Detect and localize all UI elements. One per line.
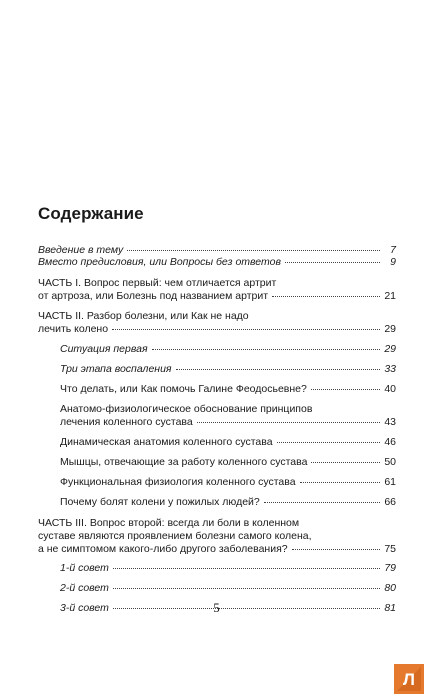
toc-entry-title-line: 2-й совет (60, 582, 109, 594)
toc-entry-title-line: ЧАСТЬ III. Вопрос второй: всегда ли боли в коленном (38, 517, 300, 529)
toc-entry-page-number: 9 (390, 256, 396, 268)
dot-leader (113, 588, 380, 589)
toc-entry-page-number: 40 (384, 383, 396, 395)
toc-entry-page-number: 7 (390, 244, 396, 256)
svg-text:Л: Л (403, 670, 415, 689)
dot-leader (127, 250, 380, 251)
toc-entry-page-number: 33 (384, 363, 396, 375)
toc-entry-page-number: 46 (384, 436, 396, 448)
publisher-logo-icon (394, 664, 424, 694)
dot-leader (292, 549, 380, 550)
dot-leader (300, 482, 380, 483)
toc-entry-page-number: 79 (384, 562, 396, 574)
dot-leader (113, 568, 380, 569)
dot-leader (272, 296, 380, 297)
toc-entry-title-line: Ситуация первая (60, 343, 148, 355)
toc-entry-page-number: 66 (384, 496, 396, 508)
toc-entry-page-number: 50 (384, 456, 396, 468)
toc-entry-title-line: суставе являются проявлением болезни самого колена, (38, 530, 312, 542)
page-number: 5 (213, 600, 220, 615)
toc-heading: Содержание (38, 204, 144, 223)
dot-leader (264, 502, 380, 503)
toc-entry-title-line: ЧАСТЬ I. Вопрос первый: чем отличается артрит (38, 277, 277, 289)
toc-entry-title-line: лечения коленного сустава (60, 416, 193, 428)
toc-entry-page-number: 21 (384, 290, 396, 302)
toc-entry-title-line: Почему болят колени у пожилых людей? (60, 496, 260, 508)
toc-entry-page-number: 61 (384, 476, 396, 488)
toc-entry-title-line: Анатомо-физиологическое обоснование принципов (60, 403, 313, 415)
dot-leader (311, 389, 380, 390)
toc-entry-title-line: от артроза, или Болезнь под названием артрит (38, 290, 269, 302)
toc-entry-title-line: а не симптомом какого-либо другого заболевания? (38, 543, 288, 555)
toc-entry-page-number: 29 (384, 343, 396, 355)
toc-entry-page-number: 29 (384, 323, 396, 335)
toc-entry-title-line: Функциональная физиология коленного сустава (60, 476, 296, 488)
toc-entry-title-line: ЧАСТЬ II. Разбор болезни, или Как не надо (38, 310, 249, 322)
toc-entry-title-line: Три этапа воспаления (60, 363, 172, 375)
dot-leader (112, 329, 380, 330)
toc-entry-page-number: 43 (384, 416, 396, 428)
toc-entry-title-line: лечить колено (38, 323, 109, 335)
dot-leader (285, 262, 380, 263)
toc-entry-title-line: 3-й совет (60, 602, 109, 614)
toc-entry-title-line: 1-й совет (60, 562, 109, 574)
dot-leader (311, 462, 380, 463)
toc-entry-title-line: Вместо предисловия, или Вопросы без ответов (38, 256, 281, 268)
toc-entry-title-line: Что делать, или Как помочь Галине Феодосьевне? (60, 383, 307, 395)
toc-entry-title-line: Мышцы, отвечающие за работу коленного сустава (60, 456, 308, 468)
toc-entry-page-number: 75 (384, 543, 396, 555)
toc-entry-page-number: 81 (384, 602, 396, 614)
dot-leader (176, 369, 380, 370)
dot-leader (197, 422, 380, 423)
toc-entry-page-number: 80 (384, 582, 396, 594)
dot-leader (277, 442, 380, 443)
toc-entry-title-line: Динамическая анатомия коленного сустава (60, 436, 273, 448)
toc-entry-title-line: Введение в тему (38, 244, 124, 256)
dot-leader (152, 349, 380, 350)
